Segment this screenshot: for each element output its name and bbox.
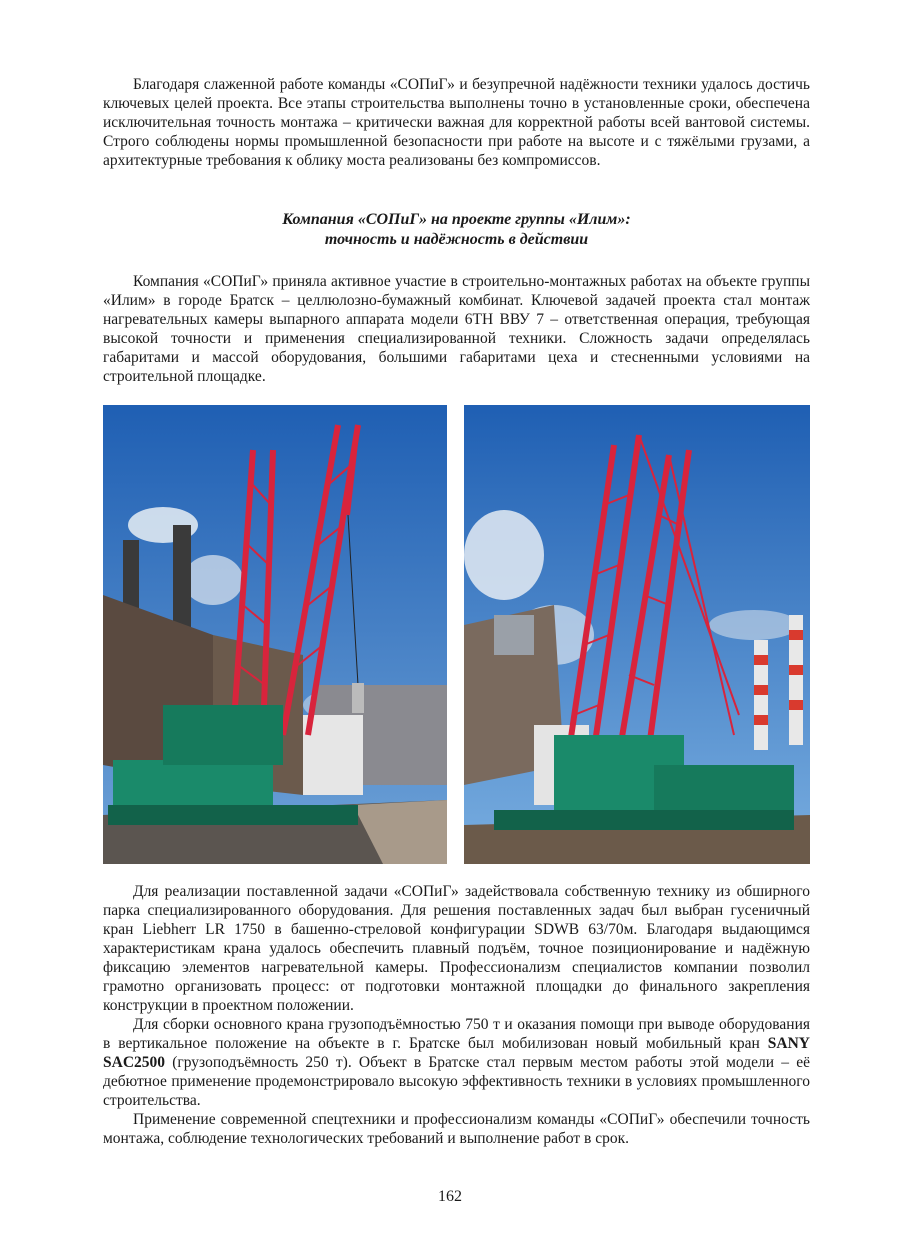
intro-paragraph: Благодаря слаженной работе команды «СОПиГ» и безупречной надёжности техники удалось достичь ключевых целей проекта. Все этапы строительства выполнены точно в установленные сроки, обеспечена исключительная точность монтажа – критически важная для корректной работы всей вантовой системы. Строго соблюдены нормы промышленной безопасности при работе на высоте и с тяжёлыми грузами, а архитектурные требования к облику моста реализованы без компромиссов. bbox=[103, 76, 810, 169]
section-paragraph-4: Применение современной спецтехники и профессионализм команды «СОПиГ» обеспечили точность монтажа, соблюдение технологических требований и выполнение работ в срок. bbox=[103, 1111, 810, 1147]
crane-model-name: SANY SAC2500 bbox=[103, 1035, 810, 1071]
intro-block bbox=[103, 75, 810, 170]
crane-photo-right bbox=[464, 405, 810, 864]
section-heading bbox=[103, 210, 810, 250]
section-intro-block bbox=[103, 272, 810, 386]
paragraph-3-text-after: (грузоподъёмность 250 т). Объект в Братске стал первым местом работы этой модели – её дебютное применение продемонстрировало высокую эффективность техники в условиях промышленного строительства. bbox=[103, 1054, 810, 1109]
page-number: 162 bbox=[438, 1188, 462, 1205]
section-paragraph-2: Для реализации поставленной задачи «СОПиГ» задействовала собственную технику из обширного парка специализированного оборудования. Для решения поставленных задач был выбран гусеничный кран Liebherr LR 1750 в башенно-стреловой конфигурации SDWB 63/70м. Благодаря выдающимся характеристикам крана удалось обеспечить плавный подъём, точное позиционирование и надёжную фиксацию элементов нагревательной камеры. Профессионализм специалистов компании позволил грамотно организовать процесс: от подготовки монтажной площадки до финального закрепления конструкции в проектном положении. bbox=[103, 883, 810, 1014]
crawler-crane-photo-left-icon bbox=[103, 405, 447, 864]
section-title-line1: Компания «СОПиГ» на проекте группы «Илим»: bbox=[282, 211, 631, 228]
paragraph-3-text-before: Для сборки основного крана грузоподъёмностью 750 т и оказания помощи при выводе оборудования в вертикальное положение на объекте в г. Братске был мобилизован новый мобильный кран bbox=[103, 1016, 810, 1052]
section-paragraph-3 bbox=[103, 1015, 810, 1110]
section-paragraph-1: Компания «СОПиГ» приняла активное участие в строительно-монтажных работах на объекте группы «Илим» в городе Братск – целлюлозно-бумажный комбинат. Ключевой задачей проекта стал монтаж нагревательных камеры выпарного аппарата модели 6ТН ВВУ 7 – ответственная операция, требующая высокой точности и применения специализированной техники. Сложность задачи определялась габаритами и массой оборудования, большими габаритами цеха и стесненными условиями на строительной площадке. bbox=[103, 273, 810, 385]
crawler-crane-photo-right-icon bbox=[464, 405, 810, 864]
section-title-line2: точность и надёжность в действии bbox=[324, 231, 589, 248]
crane-photo-left bbox=[103, 405, 447, 864]
section-body-block bbox=[103, 882, 810, 1148]
